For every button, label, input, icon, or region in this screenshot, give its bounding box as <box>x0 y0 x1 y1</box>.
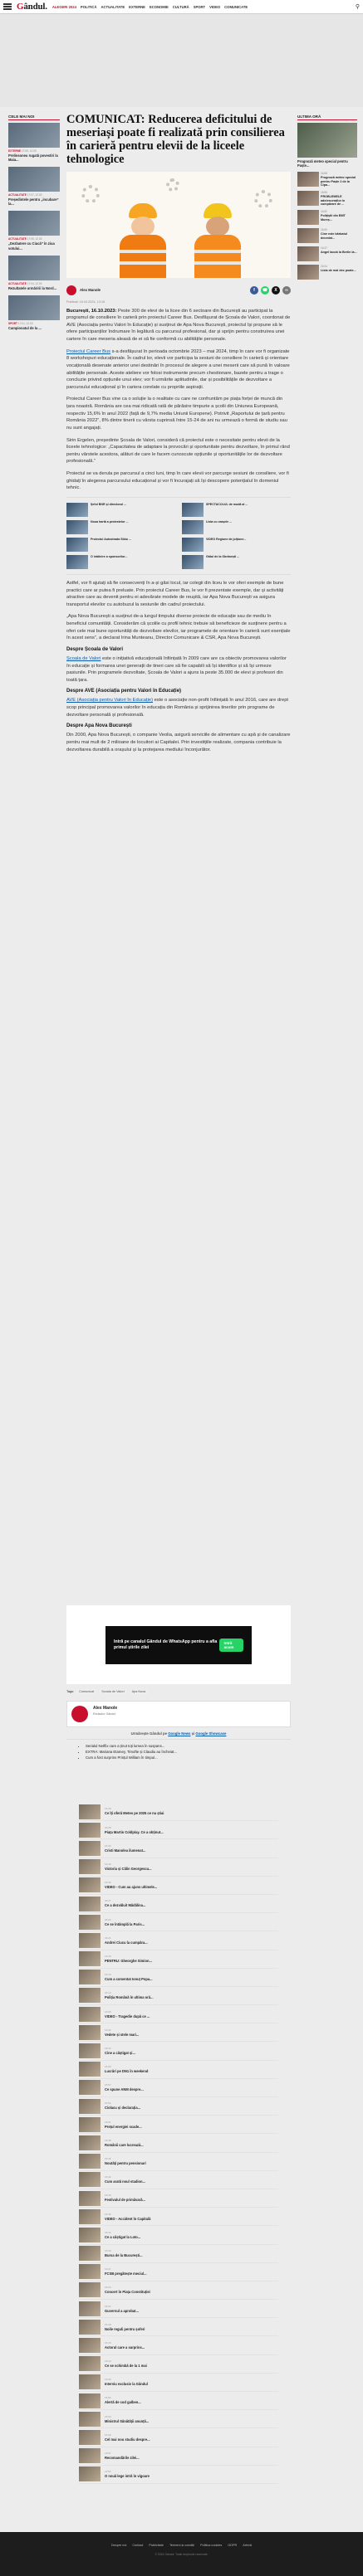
article-paragraph: București, 16.10.2023: Peste 300 de elevi de la licee din 6 sectoare din București au participat la programul de consiliere în carieră prin proiectul Career Bus. Desfășurat de Școala de Valori, coordonat de AVE (Asociația pentru Valori în Educație) și susținut de Apa Nova București, proiectul își propune să le ofere participanților îndrumare în legătură cu parcursul profesional, dar și sprijin pentru construirea unei cariere în care meseria aleasă de ei să fie conformă cu abilitățile personale. <box>66 308 291 342</box>
feed-title: Prețul energiei scade... <box>105 2124 142 2129</box>
related-article[interactable]: Proiectul Autostrada Sibiu ... <box>66 538 175 552</box>
news-title: Lista de mai des poate... <box>321 268 356 272</box>
feed-title: Ce a câștigat la Loto... <box>105 2234 141 2239</box>
feed-thumbnail <box>79 2320 101 2335</box>
sidebar-news-card[interactable] <box>8 211 60 250</box>
feed-time: 15:21 <box>105 2304 111 2308</box>
feed-thumbnail <box>79 2062 101 2077</box>
feed-item[interactable] <box>79 2171 278 2189</box>
feed-item[interactable] <box>79 1931 278 1950</box>
feed-item[interactable] <box>79 1913 278 1931</box>
feed-title: Noutăți pentru pensionari <box>105 2161 146 2165</box>
news-time: 17:01, 12.03 <box>17 321 33 325</box>
feed-thumbnail <box>79 2448 101 2463</box>
feed-thumbnail <box>79 2043 101 2058</box>
related-article[interactable]: Șeful BNR și directorul ... <box>66 503 175 517</box>
left-sidebar <box>8 114 60 335</box>
news-time: 17:09, 12.03 <box>21 149 37 153</box>
facebook-icon[interactable]: f <box>250 286 258 295</box>
feed-title: Cristi Manolea ilumenat... <box>105 1848 146 1853</box>
feed-item[interactable] <box>79 2208 278 2226</box>
x-icon[interactable]: X <box>272 286 280 295</box>
article-paragraph: Școala de Valori este o inițiativă educațională înființată în 2009 care are ca obiectiv promovarea valorilor în educație și formarea unei generații de tineri care să fie capabili să își identifice și să își urmeze pasiunile. Prin programele dezvoltate, Școala de Valori a ajuns la peste 35.000 de elevi și profesori din toată țara. <box>66 655 287 683</box>
news-thumbnail <box>8 295 60 320</box>
section-heading: Despre AVE (Asociația pentru Valori în Educație) <box>66 689 182 694</box>
feed-item[interactable] <box>79 2079 278 2097</box>
right-sidebar-title: ULTIMA ORĂ <box>297 114 357 120</box>
gear-icon <box>166 178 179 192</box>
feed-time: 15:03 <box>105 2414 111 2418</box>
feed-time: 16:27 <box>105 1899 111 1903</box>
feed-title: Ciolacu și declarația... <box>105 2106 141 2111</box>
nav-item[interactable]: ECONOMIE <box>149 4 169 9</box>
author-name[interactable]: Alex Manole <box>93 1706 118 1711</box>
latest-news-item[interactable] <box>297 191 357 207</box>
feed-time: 15:18 <box>105 2322 111 2326</box>
article-paragraph: Proiectul Career Bus s-a desfășurat în perioada octombrie 2023 – mai 2024, timp în care vor fi organizate 8 workshopuri educaționale. În cadrul lor, elevii vor participa la sesiuni de consiliere în carieră și orientare vocațională desenate anterior unei destinări în procesul de alegere a unei meserii care să pună în valoare abilitățile personale. Aceste ateliere vor folosi instrumente precum chestionare, bazele pentru a trage o concluzie privind opțiunile unui elev; vor fi urmărite aptitudinile, dar și posibilitățile de dezvoltare a parcursului educațional și în cariera corelate cu propriile aspirații. <box>66 348 290 390</box>
feed-thumbnail <box>79 1859 101 1874</box>
worker-figure <box>116 195 169 278</box>
inline-link[interactable]: AVE (Asociația pentru Valori în Educație) <box>66 698 153 704</box>
footer-link[interactable]: Publicitate <box>149 2544 164 2547</box>
feed-item[interactable] <box>79 2263 278 2281</box>
news-category: ACTUALITATE <box>8 281 27 285</box>
feed-time: 15:36 <box>105 2212 111 2216</box>
feed-title: Cum a comentat Ionuț Popa... <box>105 1977 153 1982</box>
more-link[interactable]: • Serialul Netflix care a ținut toți lumea în suspans... <box>86 1744 278 1749</box>
sidebar-news-card[interactable] <box>8 256 60 290</box>
publish-date: Publicat: 16.04.2024, 13:15 <box>66 299 105 304</box>
feed-time: 15:48 <box>105 2138 111 2142</box>
feed-time: 15:30 <box>105 2248 111 2252</box>
feed-time: 16:03 <box>105 2046 111 2050</box>
article-paragraph: Din 2000, Apa Nova București, o companie Veolia, asigură serviciile de alimentare cu apă și de canalizare pentru mai mult de 2 milioane de locuitori ai Capitalei. Prin investițiile realizate, compania contribuie la dezvoltarea durabilă a orașului și la protejarea mediului înconjurător. <box>66 733 291 752</box>
feed-item[interactable] <box>79 1895 278 1913</box>
feed-title: Poliția Română în ultima oră... <box>105 1995 154 2000</box>
feed-time: 15:00 <box>105 2432 111 2437</box>
feed-title: Ce a dezvăluit Mădălina... <box>105 1903 146 1908</box>
feed-item[interactable] <box>79 2355 278 2374</box>
news-thumbnail <box>8 256 60 280</box>
feed-item[interactable] <box>79 1987 278 2005</box>
whatsapp-icon[interactable]: ☎ <box>262 287 268 293</box>
news-title: Prelinsoneu rugată povestiri la Maia... <box>8 153 58 163</box>
left-sidebar-title: CELE MAI NOI <box>8 114 60 120</box>
news-title: PROBLEMELE adolescenților în cumpărare de ... <box>321 195 346 207</box>
news-time: 16:50 <box>321 227 327 231</box>
feed-item[interactable] <box>79 2097 278 2116</box>
feed-time: 16:33 <box>105 1863 111 1866</box>
feed-thumbnail <box>79 2007 101 2022</box>
news-thumbnail <box>8 123 60 148</box>
feed-time: 16:18 <box>105 1954 111 1958</box>
article-paragraph: „Apa Nova București a susținut de-a lungul timpului diverse proiecte de educație sau de mediu în beneficiul comunității. Considerăm că școlile cu profil tehnic trebuie să beneficieze de susținere pentru a oferi cele mai bune oportunități de dezvoltare elevilor, iar programele de orientare în carieră sunt esențiale în acest sens”, a declarat Irina Munteanu, Director Comunicare & CSR, Apa Nova București. <box>66 614 291 641</box>
feed-time: 16:38 <box>105 1825 111 1829</box>
news-title: Polițiștii din BMT Mureș... <box>321 213 346 222</box>
article-paragraph: Proiectul se va derula pe parcursul a cinci luni, timp în care elevii vor parcurge sesiuni de consiliere, vor fi ghidați în alegerea parcursului educațional și vor fi încurajați să își descopere potențialul în domeniul tehnic. <box>66 471 289 491</box>
feed-item[interactable] <box>79 2466 278 2484</box>
feed-title: PENTRU: Gheorghe Simion... <box>105 1958 152 1963</box>
related-thumbnail <box>182 538 204 552</box>
more-link[interactable]: • Cum a fost surprins Prințul William în timpul... <box>86 1755 278 1760</box>
feed-thumbnail <box>79 2099 101 2114</box>
tag[interactable]: Școala de Valori <box>99 1689 126 1694</box>
news-thumbnail <box>297 265 319 280</box>
promo-text: Intră pe canalul Gândul de WhatsApp pentru a afla primul știrile zilei <box>114 1639 218 1650</box>
feed-item[interactable] <box>79 2447 278 2466</box>
sidebar-news-card[interactable] <box>8 123 60 162</box>
feed-time: 15:12 <box>105 2359 111 2364</box>
news-category: SPORT <box>8 321 17 325</box>
feed-item[interactable] <box>79 2189 278 2208</box>
feed-item[interactable] <box>79 2392 278 2410</box>
feed-time: 15:27 <box>105 2267 111 2272</box>
menu-icon[interactable] <box>3 3 12 10</box>
feed-time: 15:51 <box>105 2120 111 2124</box>
feed-time: 15:45 <box>105 2157 111 2160</box>
top-ad-placeholder <box>0 14 363 107</box>
feed-thumbnail <box>79 2338 101 2353</box>
footer-link[interactable]: Arhivă <box>243 2544 253 2547</box>
feed-thumbnail <box>79 1988 101 2003</box>
footer <box>0 2532 363 2576</box>
tag[interactable]: Apa Nova <box>130 1689 149 1694</box>
feed-item[interactable] <box>79 2300 278 2318</box>
feed-thumbnail <box>79 2135 101 2150</box>
nav-item[interactable]: ACTUALITATE <box>101 4 125 9</box>
feed-thumbnail <box>79 1951 101 1966</box>
latest-news-item[interactable] <box>297 172 357 187</box>
feed-title: Actorul care a surprins... <box>105 2345 145 2350</box>
feed-thumbnail <box>79 1897 101 1911</box>
article-paragraph: Proiectul Career Bus vine ca o soluție la o realitate cu care ne confruntăm pe piața forței de muncă din țara noastră. România are cea mai ridicată rată de părăsire timpurie a școlii din Uniunea Europeană, respectiv 15,6% în anul 2022 (față de 9,7% media Uniunii Europene). Potrivit „Raportului de țară pentru România 2022”, 8% dintre tinerii cu vârsta cuprinsă între 15-24 de ani nu urmează o formă de studiu sau nu sunt angajați. <box>66 397 287 431</box>
search-icon[interactable]: ⚲ <box>355 4 360 10</box>
feed-time: 14:54 <box>105 2470 111 2474</box>
inline-link[interactable]: Școala de Valori <box>66 655 101 661</box>
feed-item[interactable] <box>79 1803 278 1821</box>
feed-thumbnail <box>79 1933 101 1948</box>
feed-title: Românii care lucrează... <box>105 2142 144 2147</box>
related-thumbnail <box>66 520 88 534</box>
author-box <box>66 1701 291 1727</box>
feed-item[interactable] <box>79 2134 278 2152</box>
news-time: 16:55 <box>321 191 327 195</box>
related-thumbnail <box>182 520 204 534</box>
feed-thumbnail <box>79 1915 101 1930</box>
feed-thumbnail <box>79 2282 101 2297</box>
feed-thumbnail <box>79 2228 101 2242</box>
feed-time: 16:21 <box>105 1936 111 1940</box>
right-sidebar <box>297 114 357 283</box>
news-title: Președintele pentru „incubare” la... <box>8 197 59 207</box>
feed-title: O nouă lege intră în vigoare <box>105 2474 150 2479</box>
feed-thumbnail <box>79 1841 101 1856</box>
feed-item[interactable] <box>79 2281 278 2300</box>
feed-title: VIDEO - Tragedie după ce ... <box>105 2014 150 2018</box>
feed-thumbnail <box>79 2430 101 2445</box>
section-heading: Despre Apa Nova București <box>66 723 132 729</box>
feed-title: Ce spune ANM despre... <box>105 2087 144 2092</box>
google-news-link[interactable]: Google News <box>168 1731 191 1736</box>
feed-title: Concert în Piața Constituției <box>105 2290 150 2295</box>
article-paragraph: AVE (Asociația pentru Valori în Educație) este o asociație non-profit înființată în anul 2016, care are drept scop principal promovarea valorilor în educația din România și sprijinirea tinerilor prin programe de dezvoltare personală și profesională. <box>66 698 289 718</box>
feed-thumbnail <box>79 2246 101 2261</box>
latest-news-item[interactable] <box>297 210 357 225</box>
gear-icon <box>81 185 100 203</box>
feed-title: Ce se întâmplă la Paris... <box>105 1921 145 1926</box>
feed-time: 15:09 <box>105 2378 111 2382</box>
news-thumbnail <box>297 172 319 187</box>
feed-time: 16:06 <box>105 2028 111 2032</box>
gear-icon <box>254 190 272 208</box>
feed-item[interactable] <box>79 1858 278 1877</box>
site-logo[interactable]: Gândul. <box>17 2 47 12</box>
feed-item[interactable] <box>79 1839 278 1858</box>
top-bar <box>0 0 363 14</box>
google-showcase-link[interactable]: Google Showcase <box>195 1731 227 1736</box>
feed-thumbnail <box>79 1804 101 1819</box>
feed-item[interactable] <box>79 2226 278 2244</box>
feed-item[interactable] <box>79 2336 278 2354</box>
feed-title: Andrei Ciucu la cumpăra... <box>105 1940 148 1945</box>
feed-title: Recomandările zilei... <box>105 2456 140 2460</box>
feed-time: 15:42 <box>105 2175 111 2179</box>
latest-news-item[interactable] <box>297 265 357 280</box>
more-link[interactable]: • EXTRA: Mariana Etamey, Timofte și Claudiu au încheiat... <box>86 1750 278 1755</box>
nav-item[interactable]: CULTURĂ <box>172 4 189 9</box>
feed-item[interactable] <box>79 2042 278 2060</box>
feed-thumbnail <box>79 2264 101 2279</box>
feed-time: 15:06 <box>105 2396 111 2400</box>
nav-item[interactable]: COMUNICATE <box>224 4 248 9</box>
footer-link[interactable]: Despre noi <box>110 2544 127 2547</box>
news-time: 17:04, 12.03 <box>27 281 42 285</box>
nav-item[interactable]: EXTERNE <box>129 4 145 9</box>
news-time: 16:47 <box>321 246 327 250</box>
related-article[interactable]: Noua hartă a protestelor ... <box>66 520 175 534</box>
news-category: ACTUALITATE <box>8 237 27 241</box>
article <box>66 113 291 758</box>
related-article[interactable]: VIDEO Regiune de jolțiune... <box>182 538 291 552</box>
feed-title: Victoria și Călin Georgescu... <box>105 1867 152 1871</box>
feed-item[interactable] <box>79 2061 278 2079</box>
feed-time: 16:36 <box>105 1843 111 1848</box>
news-time: 16:52 <box>321 209 327 213</box>
follow-line: Urmărește Gândul pe Google News și Google Showcase <box>66 1731 291 1740</box>
news-category: EXTERNE <box>8 149 22 153</box>
whatsapp-banner <box>66 1605 291 1684</box>
feed-time: 15:33 <box>105 2230 111 2234</box>
news-time: 17:07, 12.03 <box>27 193 42 197</box>
related-thumbnail <box>66 538 88 552</box>
feed-item[interactable] <box>79 2245 278 2263</box>
related-thumbnail <box>182 503 204 517</box>
feed-title: Piața Martin Coldplay. Ce a obținut... <box>105 1829 164 1834</box>
news-category: ACTUALITATE <box>8 193 27 197</box>
feed-time: 16:40 <box>105 1807 111 1811</box>
feed-time: 15:24 <box>105 2286 111 2290</box>
author-name[interactable]: Alex Manole <box>80 288 101 292</box>
footer-link[interactable]: Politica cookies <box>200 2544 223 2547</box>
footer-link[interactable]: Termeni și condiții <box>169 2544 195 2547</box>
link-icon[interactable]: ∞ <box>282 286 291 295</box>
feed-title: Ce îți oferă Meteo pe 2025 ce nu știai <box>105 1811 164 1816</box>
feed-thumbnail <box>79 2172 101 2187</box>
feed-item[interactable] <box>79 2005 278 2023</box>
article-headline: COMUNICAT: Reducerea deficitului de meseriași poate fi realizată prin consilierea în carieră pentru elevii de la liceele tehnologice <box>66 113 285 167</box>
feed-title: VIDEO - Accident în Capitală <box>105 2216 151 2221</box>
sidebar-news-card[interactable] <box>8 167 60 206</box>
feed-time: 16:15 <box>105 1973 111 1977</box>
feed-thumbnail <box>79 2356 101 2371</box>
feed-time: 16:12 <box>105 1991 111 1995</box>
feed-time: 15:57 <box>105 2083 111 2087</box>
news-thumbnail <box>8 167 60 192</box>
feed-time: 16:24 <box>105 1917 111 1921</box>
feed-title: Cel mai nou studiu despre... <box>105 2437 150 2442</box>
article-hero-illustration <box>66 172 291 278</box>
news-time: 17:06, 12.03 <box>27 237 42 241</box>
whatsapp-join-button[interactable]: Intră acum <box>219 1639 243 1652</box>
latest-news-item[interactable] <box>297 228 357 243</box>
main-nav <box>52 5 351 9</box>
feed-thumbnail <box>79 1823 101 1838</box>
inline-link[interactable]: Proiectul Career Bus <box>66 348 111 354</box>
news-title: „Dezbatere cu Ciucă” în ziua votului... <box>8 241 55 251</box>
sidebar-news-card[interactable] <box>8 295 60 330</box>
feed-title: Bursa de la București... <box>105 2252 143 2257</box>
feed-item[interactable] <box>79 2374 278 2392</box>
feed-time: 15:15 <box>105 2340 111 2345</box>
feed-item[interactable] <box>79 2116 278 2134</box>
author-description: Redactor Gândul <box>93 1712 116 1716</box>
tag[interactable]: Comunicat <box>76 1689 96 1694</box>
feed-item[interactable] <box>79 1950 278 1969</box>
feed-title: Vedete și stele mari... <box>105 2032 140 2037</box>
worker-figure <box>191 195 244 278</box>
latest-news-item[interactable] <box>297 246 357 261</box>
whatsapp-promo[interactable] <box>105 1626 252 1664</box>
news-thumbnail <box>297 191 319 206</box>
feed-title: Cine a câștigat și... <box>105 2050 135 2055</box>
news-title: Rezultatele urmăririi la Nord... <box>8 285 57 290</box>
feed-item[interactable] <box>79 2318 278 2336</box>
featured-title[interactable]: Prognoză meteo special pentru Paște... <box>297 159 348 168</box>
feed-thumbnail <box>79 2191 101 2206</box>
article-paragraph: Astfel, vor fi ajutați să fie consecvenți în a-și găsi locul, iar colegii din liceu le vor oferi exemple de bune practici care ar putea fi preluate. Prin proiectul Career Bus, le vor fi prezentate exemple, dar și activități atractive care au devenit pentru ei adevărate modele de reușită, iar Apa Nova București va asigura transportul elevilor cu autobuzul la sesiunile din cadrul proiectului. <box>66 580 284 607</box>
feed-title: Ministrul Sănătății anunță... <box>105 2418 150 2423</box>
article-paragraph: Sirin Ergelen, președinte Școala de Valori, consideră că proiectul este o necesitate pentru elevii de la liceele tehnologice: „Capacitatea de adaptare la provocări și oportunitate pentru dezvoltare, în primul rând pentru vârstele acestora, alături de care le facem cunoscute opțiunile și oportunitățile lor de dezvoltare profesională.” <box>66 437 290 465</box>
feed-thumbnail <box>79 1877 101 1892</box>
related-thumbnail <box>182 555 204 569</box>
article-tags <box>66 1689 291 1694</box>
nav-item[interactable]: SPORT <box>193 4 206 9</box>
feed-time: 16:00 <box>105 2065 111 2069</box>
feed-thumbnail <box>79 2374 101 2389</box>
feed-thumbnail <box>79 2025 101 2040</box>
feed-title: Alertă de cod galben... <box>105 2400 141 2405</box>
feed-item[interactable] <box>79 2153 278 2171</box>
feed-thumbnail <box>79 2412 101 2427</box>
news-title: Cine este bărbatul decedat... <box>321 231 347 240</box>
feed-title: Festivalul de primăvară... <box>105 2198 145 2203</box>
share-buttons <box>250 286 291 295</box>
news-thumbnail <box>297 210 319 225</box>
related-article[interactable]: SPECTACOLUL de modă al ... <box>182 503 291 517</box>
feed-item[interactable] <box>79 2023 278 2042</box>
news-feed <box>79 1803 278 2484</box>
feed-item[interactable] <box>79 1821 278 1839</box>
feed-title: FCSB pregătește meciul... <box>105 2272 147 2277</box>
related-thumbnail <box>66 555 88 569</box>
feed-title: Noile reguli pentru șoferi <box>105 2326 145 2331</box>
news-title: Angel Iacob la Berlin la... <box>321 250 357 254</box>
feed-thumbnail <box>79 2301 101 2316</box>
footer-copyright: © 2024 Gândul. Toate drepturile rezervate. <box>155 2553 208 2556</box>
feed-thumbnail <box>79 2393 101 2408</box>
feed-title: Guvernul a aprobat... <box>105 2308 139 2313</box>
featured-thumbnail[interactable] <box>297 123 357 158</box>
footer-links <box>0 2532 363 2547</box>
feed-item[interactable] <box>79 2428 278 2447</box>
nav-item[interactable]: ALEGERI 2024 <box>52 4 76 9</box>
news-title: Campionatul de la ... <box>8 325 42 330</box>
footer-link[interactable]: GDPR <box>228 2544 238 2547</box>
section-heading: Despre Școala de Valori <box>66 646 124 652</box>
feed-title: VIDEO - Cum au ajuns ultimele... <box>105 1885 158 1890</box>
related-article[interactable]: Lista cu orașele ... <box>182 520 291 534</box>
feed-time: 16:09 <box>105 2009 111 2014</box>
feed-item[interactable] <box>79 2410 278 2428</box>
feed-thumbnail <box>79 2466 101 2481</box>
news-time: 16:44 <box>321 264 327 268</box>
feed-time: 15:39 <box>105 2194 111 2198</box>
feed-thumbnail <box>79 2117 101 2132</box>
related-articles <box>66 497 291 575</box>
feed-thumbnail <box>79 2209 101 2224</box>
feed-time: 14:57 <box>105 2452 111 2455</box>
feed-thumbnail <box>79 1970 101 1984</box>
feed-time: 15:54 <box>105 2101 111 2106</box>
feed-title: Lucrări pe DN1 în weekend <box>105 2069 149 2074</box>
news-thumbnail <box>297 228 319 243</box>
nav-item[interactable]: VIDEO <box>209 4 221 9</box>
feed-title: Interviu exclusiv la Gândul <box>105 2382 148 2387</box>
news-thumbnail <box>8 211 60 236</box>
nav-item[interactable]: POLITICĂ <box>80 4 97 9</box>
feed-item[interactable] <box>79 1877 278 1895</box>
author-row <box>66 283 291 298</box>
tags-label: Tags: <box>66 1690 75 1693</box>
feed-title: Ce se schimbă de la 1 mai <box>105 2364 147 2369</box>
feed-thumbnail <box>79 2080 101 2095</box>
related-article[interactable]: O întâlnire a sponsorilor... <box>66 555 175 569</box>
related-thumbnail <box>66 503 88 517</box>
author-avatar[interactable] <box>71 1706 88 1722</box>
more-links-list <box>79 1744 278 1762</box>
footer-link[interactable]: Contact <box>132 2544 144 2547</box>
news-title: Prognoză meteo special pentru Paște 2 de la Cipa... <box>321 176 356 187</box>
feed-time: 16:30 <box>105 1881 111 1885</box>
feed-item[interactable] <box>79 1969 278 1987</box>
news-time: 16:58 <box>321 172 327 176</box>
feed-title: Cum arată noul stadion... <box>105 2179 145 2184</box>
feed-thumbnail <box>79 2154 101 2169</box>
author-avatar[interactable] <box>66 285 76 295</box>
related-article[interactable]: Gâtul de la Obrănești ... <box>182 555 291 569</box>
news-thumbnail <box>297 246 319 261</box>
